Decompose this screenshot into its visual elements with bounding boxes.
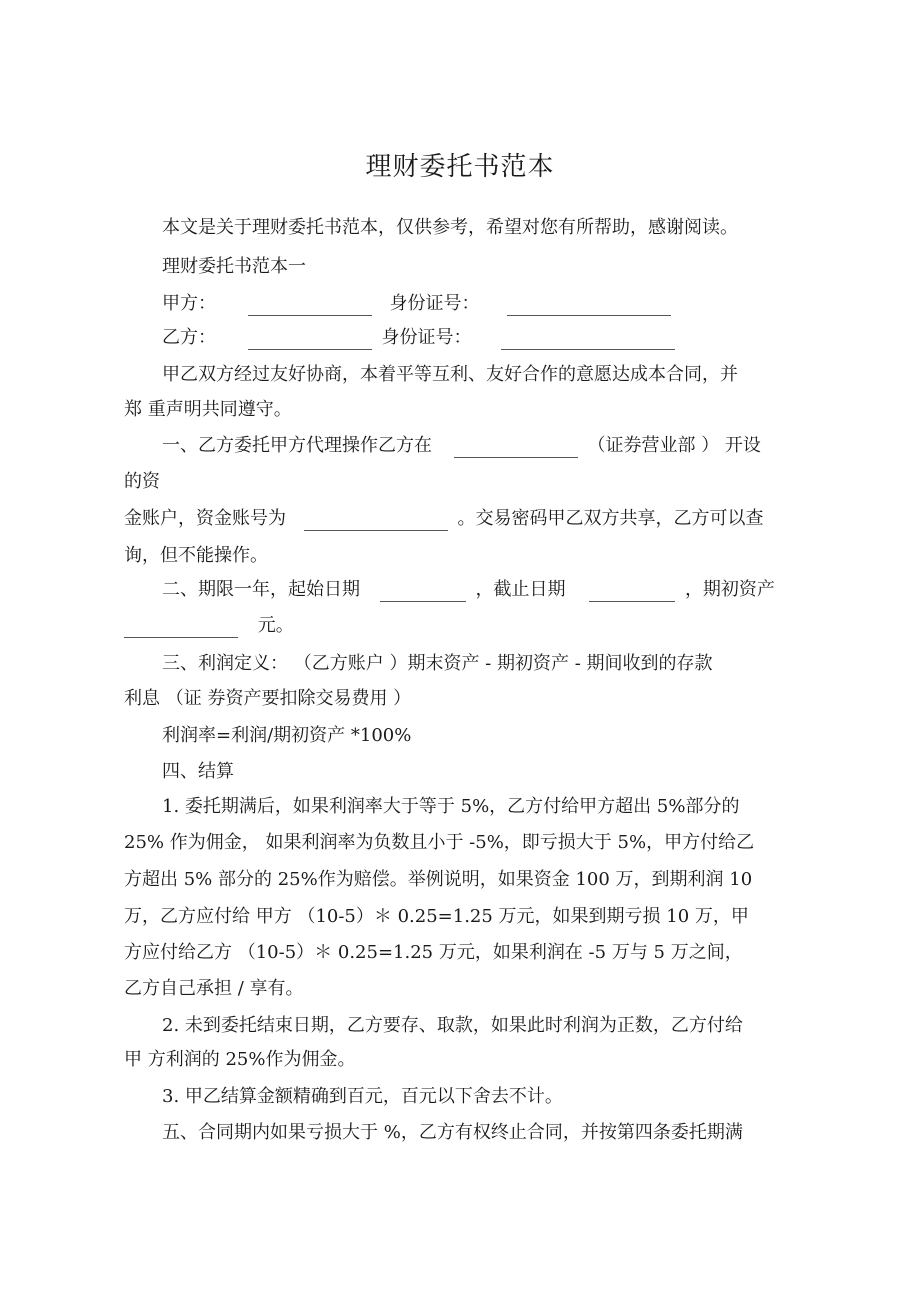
preamble-line-1: 甲乙双方经过友好协商，本着平等互利、友好合作的意愿达成本合同，并 bbox=[162, 364, 738, 385]
party-b-name-blank[interactable] bbox=[248, 331, 372, 350]
clause-2-text-a: 二、期限一年，起始日期 bbox=[162, 579, 360, 600]
start-date-blank[interactable] bbox=[380, 583, 466, 602]
formula: 利润率=利润/期初资产 *100% bbox=[162, 725, 412, 746]
party-b-row bbox=[162, 326, 679, 350]
section-4-heading: 四、结算 bbox=[162, 761, 234, 782]
item-2-line-1: 2. 未到委托结束日期，乙方要存、取款，如果此时利润为正数，乙方付给 bbox=[162, 1015, 743, 1036]
clause-1-text-a: 一、乙方委托甲方代理操作乙方在 bbox=[162, 435, 432, 456]
party-a-id-label: 身份证号： bbox=[389, 293, 480, 314]
party-a-label: 甲方： bbox=[162, 293, 216, 314]
item-1-line-3: 方超出 5% 部分的 25%作为赔偿。举例说明，如果资金 100 万，到期利润 10 bbox=[124, 869, 753, 890]
clause-2-text-b: ，截止日期 bbox=[475, 579, 566, 600]
preamble-line-2: 郑 重声明共同遵守。 bbox=[124, 399, 292, 420]
item-1-line-1: 1. 委托期满后，如果利润率大于等于 5%，乙方付给甲方超出 5%部分的 bbox=[162, 796, 740, 817]
clause-1-text-c: 金账户，资金账号为 bbox=[124, 508, 286, 529]
securities-branch-blank[interactable] bbox=[454, 439, 578, 458]
party-a-id-blank[interactable] bbox=[507, 297, 671, 316]
party-b-id-blank[interactable] bbox=[501, 331, 675, 350]
item-1-line-5: 方应付给乙方 （10-5）＊ 0.25=1.25 万元，如果利润在 -5 万与 5 万之间， bbox=[124, 942, 743, 963]
party-b-id-label: 身份证号： bbox=[381, 327, 472, 348]
item-2-line-2: 甲 方利润的 25%作为佣金。 bbox=[124, 1049, 356, 1070]
clause-2-text-c: ，期初资产 bbox=[684, 579, 775, 600]
item-3: 3. 甲乙结算金额精确到百元，百元以下舍去不计。 bbox=[162, 1086, 563, 1107]
intro-text: 本文是关于理财委托书范本，仅供参考，希望对您有所帮助，感谢阅读。 bbox=[162, 217, 738, 238]
account-number-blank[interactable] bbox=[304, 512, 448, 531]
clause-3-line-2: 利息 （证 券资产要扣除交易费用 ） bbox=[124, 688, 412, 709]
page-title: 理财委托书范本 bbox=[365, 152, 555, 182]
end-date-blank[interactable] bbox=[589, 583, 675, 602]
subtitle: 理财委托书范本一 bbox=[162, 256, 306, 277]
clause-2-text-d: 元。 bbox=[257, 615, 294, 636]
item-1-line-2: 25% 作为佣金， 如果利润率为负数且小于 -5%，即亏损大于 5%，甲方付给乙 bbox=[124, 832, 755, 853]
clause-3-line-1: 三、利润定义： （乙方账户 ）期末资产 - 期初资产 - 期间收到的存款 bbox=[162, 653, 713, 674]
clause-1-line-2: 的资 bbox=[124, 471, 160, 492]
party-a-row bbox=[162, 292, 675, 316]
party-a-name-blank[interactable] bbox=[248, 297, 372, 316]
clause-1-text-d: 。交易密码甲乙双方共享，乙方可以查 bbox=[457, 508, 764, 529]
clause-1-text-b: （证券营业部 ） 开设 bbox=[587, 435, 761, 456]
clause-1-line-3 bbox=[124, 507, 763, 531]
clause-2-line-1 bbox=[162, 578, 775, 602]
clause-1-line-4: 询，但不能操作。 bbox=[124, 545, 268, 566]
item-1-line-4: 万，乙方应付给 甲方 （10-5）＊ 0.25=1.25 万元，如果到期亏损 10 万，甲 bbox=[124, 906, 749, 927]
clause-2-line-2 bbox=[124, 614, 294, 638]
party-b-label: 乙方： bbox=[162, 327, 216, 348]
section-5-line-1: 五、合同期内如果亏损大于 %，乙方有权终止合同，并按第四条委托期满 bbox=[162, 1122, 743, 1143]
initial-assets-blank[interactable] bbox=[124, 619, 238, 638]
clause-1-line-1 bbox=[162, 434, 761, 458]
item-1-line-6: 乙方自己承担 / 享有。 bbox=[124, 978, 304, 999]
